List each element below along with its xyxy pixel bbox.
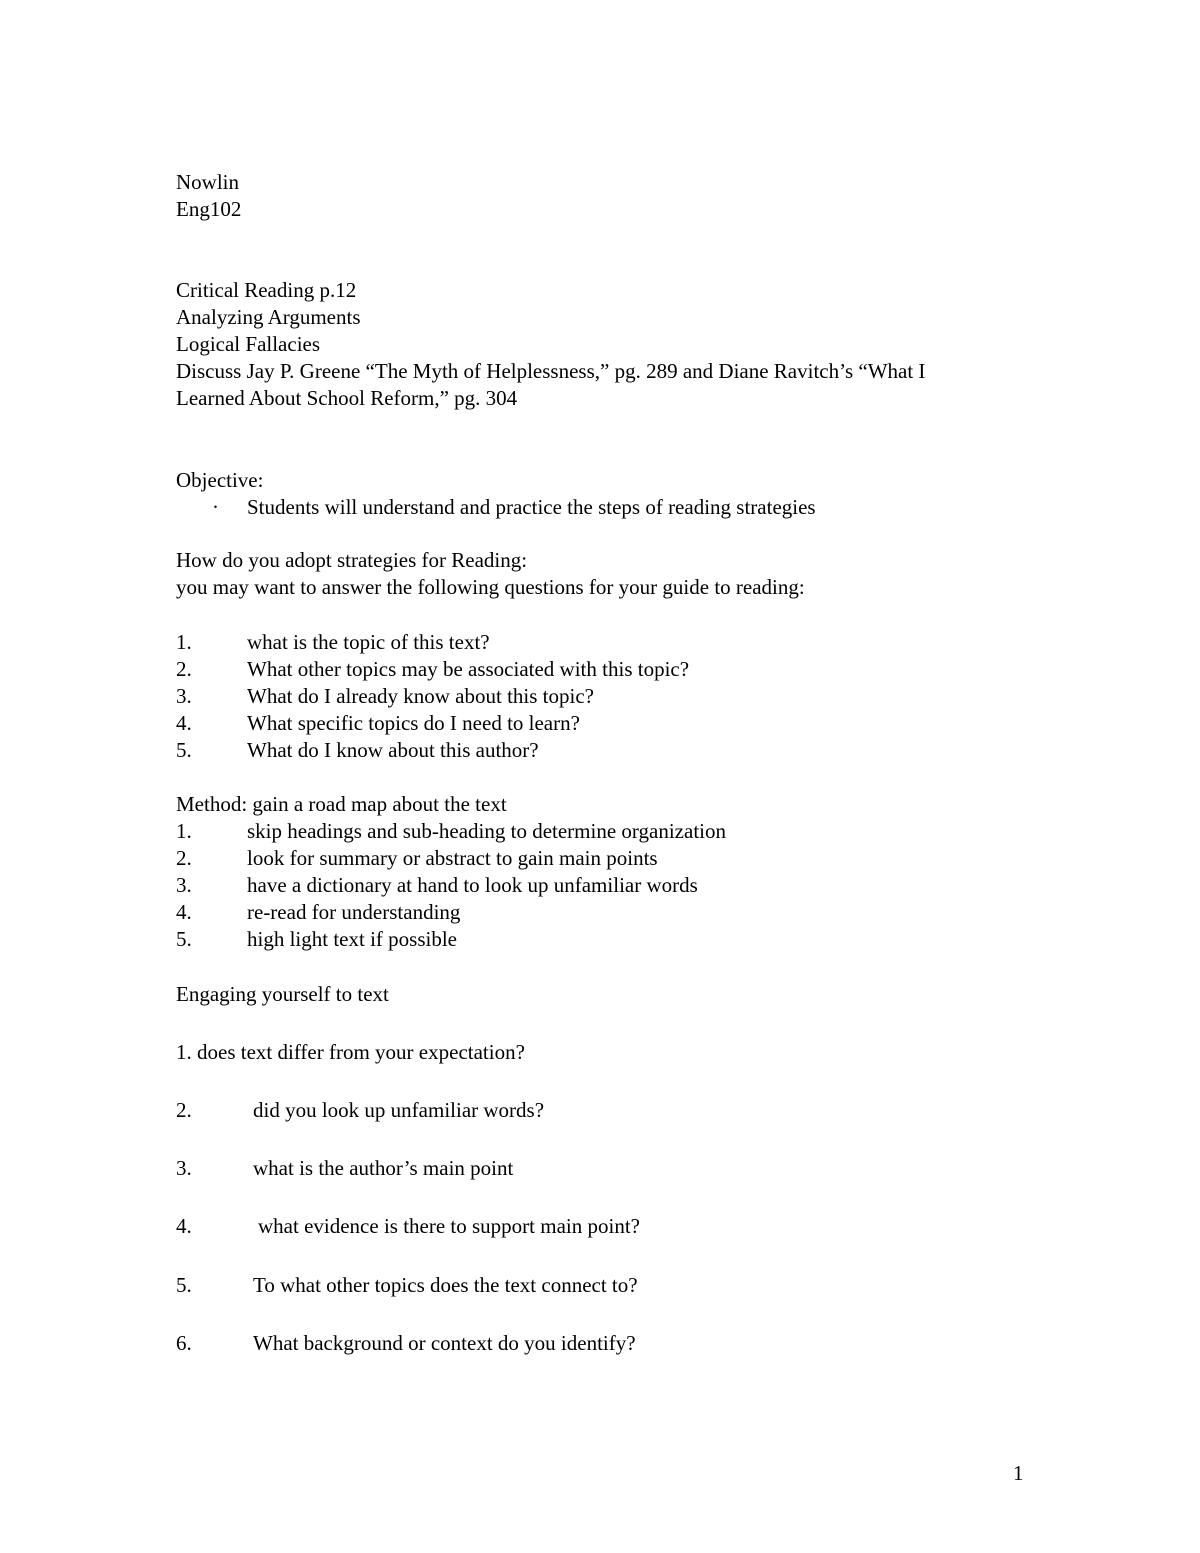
list-item: What background or context do you identify?	[253, 1331, 636, 1355]
list-item-number: 4.	[176, 711, 192, 735]
list-item-number: 4.	[176, 900, 192, 924]
list-item: have a dictionary at hand to look up unfamiliar words	[247, 873, 698, 897]
list-item: What other topics may be associated with this topic?	[247, 657, 690, 681]
list-item: What do I know about this author?	[247, 738, 539, 762]
list-item: what is the topic of this text?	[247, 630, 490, 654]
list-item-number: 2.	[176, 1098, 192, 1122]
list-item-number: 1.	[176, 630, 192, 654]
list-item-number: 1.	[176, 819, 192, 843]
list-item: high light text if possible	[247, 927, 457, 951]
list-item: look for summary or abstract to gain main points	[247, 846, 658, 870]
topic-discussion-line-2: Learned About School Reform,” pg. 304	[176, 386, 518, 410]
author-name: Nowlin	[176, 170, 239, 194]
method-heading: Method: gain a road map about the text	[176, 792, 507, 816]
bullet-icon: ·	[212, 495, 219, 519]
topic-critical-reading: Critical Reading p.12	[176, 278, 357, 302]
objective-heading: Objective:	[176, 468, 264, 492]
list-item-number: 3.	[176, 873, 192, 897]
list-item-number: 4.	[176, 1214, 192, 1238]
list-item-number: 6.	[176, 1331, 192, 1355]
list-item: did you look up unfamiliar words?	[253, 1098, 545, 1122]
strategies-heading: How do you adopt strategies for Reading:	[176, 548, 528, 572]
list-item-number: 5.	[176, 927, 192, 951]
topic-analyzing-arguments: Analyzing Arguments	[176, 305, 361, 329]
topic-logical-fallacies: Logical Fallacies	[176, 332, 321, 356]
list-item-number: 3.	[176, 1156, 192, 1180]
list-item-number: 5.	[176, 738, 192, 762]
course-code: Eng102	[176, 197, 242, 221]
page-number: 1	[1013, 1461, 1024, 1485]
objective-item: Students will understand and practice the steps of reading strategies	[247, 495, 816, 519]
list-item-number: 3.	[176, 684, 192, 708]
list-item: re-read for understanding	[247, 900, 461, 924]
topic-discussion-line-1: Discuss Jay P. Greene “The Myth of Helplessness,” pg. 289 and Diane Ravitch’s “What I	[176, 359, 926, 383]
list-item-number: 5.	[176, 1273, 192, 1297]
list-item: What do I already know about this topic?	[247, 684, 594, 708]
list-item: 1. does text differ from your expectation?	[176, 1040, 525, 1064]
list-item-number: 2.	[176, 657, 192, 681]
engaging-heading: Engaging yourself to text	[176, 982, 389, 1006]
list-item: skip headings and sub-heading to determine organization	[247, 819, 726, 843]
list-item: What specific topics do I need to learn?	[247, 711, 580, 735]
list-item: To what other topics does the text connect to?	[253, 1273, 638, 1297]
list-item: what evidence is there to support main point?	[258, 1214, 640, 1238]
list-item: what is the author’s main point	[253, 1156, 514, 1180]
list-item-number: 2.	[176, 846, 192, 870]
strategies-intro: you may want to answer the following questions for your guide to reading:	[176, 575, 805, 599]
